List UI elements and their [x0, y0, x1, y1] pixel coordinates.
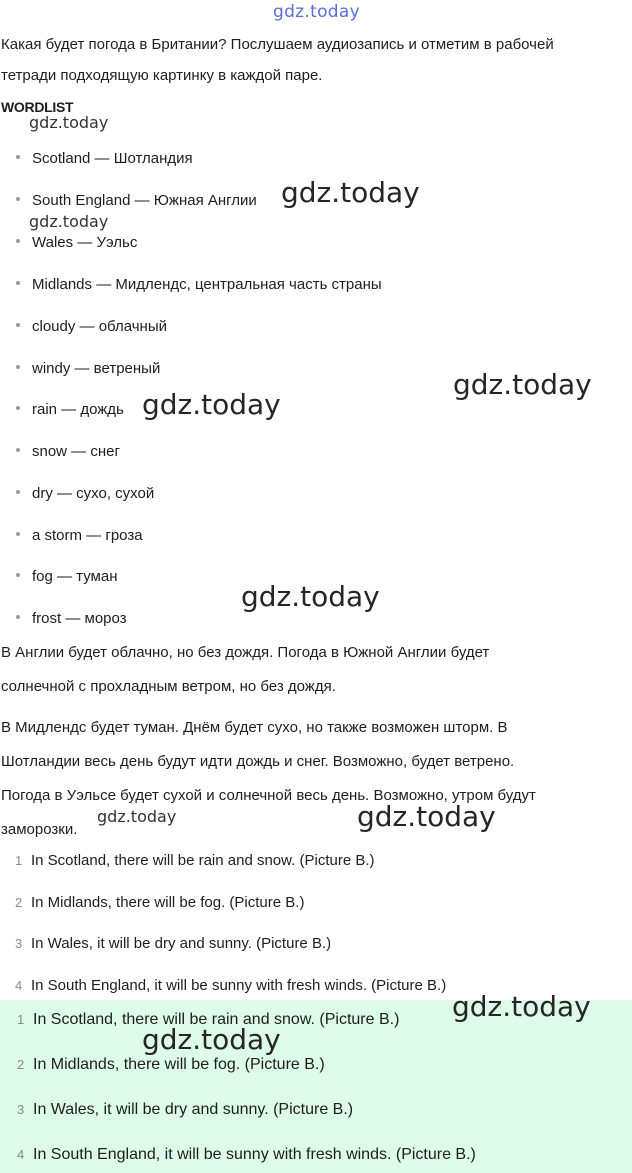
- answer-item: 1 In Scotland, there will be rain and snow. (Picture B.): [15, 852, 375, 869]
- bullet-icon: [16, 406, 20, 410]
- answer-item: 1 In Scotland, there will be rain and snow. (Picture B.): [17, 1011, 400, 1028]
- answer-item: 3 In Wales, it will be dry and sunny. (Picture B.): [17, 1101, 354, 1118]
- wordlist-item: windy — ветреный: [16, 360, 160, 377]
- wordlist-item: Midlands — Мидлендс, центральная часть страны: [16, 276, 382, 293]
- bullet-icon: [16, 239, 20, 243]
- paragraph-line: В Мидлендс будет туман. Днём будет сухо, но также возможен шторм. В: [1, 719, 508, 736]
- bullet-icon: [16, 155, 20, 159]
- answer-item: 4 In South England, it will be sunny with fresh winds. (Picture B.): [17, 1146, 476, 1163]
- watermark: gdz.today: [97, 807, 177, 826]
- watermark: gdz.today: [142, 388, 281, 421]
- watermark: gdz.today: [29, 212, 109, 231]
- bullet-icon: [16, 197, 20, 201]
- bullet-icon: [16, 532, 20, 536]
- bullet-icon: [16, 323, 20, 327]
- wordlist-item: snow — снег: [16, 443, 120, 460]
- wordlist-item: Wales — Уэльс: [16, 234, 137, 251]
- watermark: gdz.today: [357, 800, 496, 833]
- watermark: gdz.today: [452, 990, 591, 1023]
- intro-line: Какая будет погода в Британии? Послушаем аудиозапись и отметим в рабочей: [1, 36, 554, 53]
- wordlist-item: South England — Южная Англии: [16, 192, 257, 209]
- answer-item: 3 In Wales, it will be dry and sunny. (Picture B.): [15, 935, 332, 952]
- wordlist-item: fog — туман: [16, 568, 118, 585]
- answer-item: 4 In South England, it will be sunny with fresh winds. (Picture B.): [15, 977, 447, 994]
- bullet-icon: [16, 365, 20, 369]
- bullet-icon: [16, 490, 20, 494]
- bullet-icon: [16, 281, 20, 285]
- watermark: gdz.today: [142, 1023, 281, 1056]
- wordlist-heading: WORDLIST: [1, 99, 74, 115]
- bullet-icon: [16, 448, 20, 452]
- paragraph-line: Погода в Уэльсе будет сухой и солнечной весь день. Возможно, утром будут: [1, 787, 536, 804]
- bullet-icon: [16, 615, 20, 619]
- paragraph-line: Шотландии весь день будут идти дождь и снег. Возможно, будет ветрено.: [1, 753, 515, 770]
- intro-line: тетради подходящую картинку в каждой паре.: [1, 67, 323, 84]
- watermark: gdz.today: [29, 113, 109, 132]
- wordlist-item: rain — дождь: [16, 401, 124, 418]
- bullet-icon: [16, 573, 20, 577]
- watermark: gdz.today: [273, 2, 360, 22]
- watermark: gdz.today: [453, 368, 592, 401]
- answer-item: 2 In Midlands, there will be fog. (Picture B.): [17, 1056, 325, 1073]
- watermark: gdz.today: [241, 580, 380, 613]
- wordlist-item: a storm — гроза: [16, 527, 143, 544]
- wordlist-item: dry — сухо, сухой: [16, 485, 154, 502]
- paragraph-line: заморозки.: [1, 821, 78, 838]
- watermark: gdz.today: [281, 176, 420, 209]
- wordlist-item: cloudy — облачный: [16, 318, 167, 335]
- paragraph-line: В Англии будет облачно, но без дождя. Погода в Южной Англии будет: [1, 644, 490, 661]
- answer-item: 2 In Midlands, there will be fog. (Picture B.): [15, 894, 305, 911]
- wordlist-item: frost — мороз: [16, 610, 127, 627]
- wordlist-item: Scotland — Шотландия: [16, 150, 193, 167]
- paragraph-line: солнечной с прохладным ветром, но без дождя.: [1, 678, 336, 695]
